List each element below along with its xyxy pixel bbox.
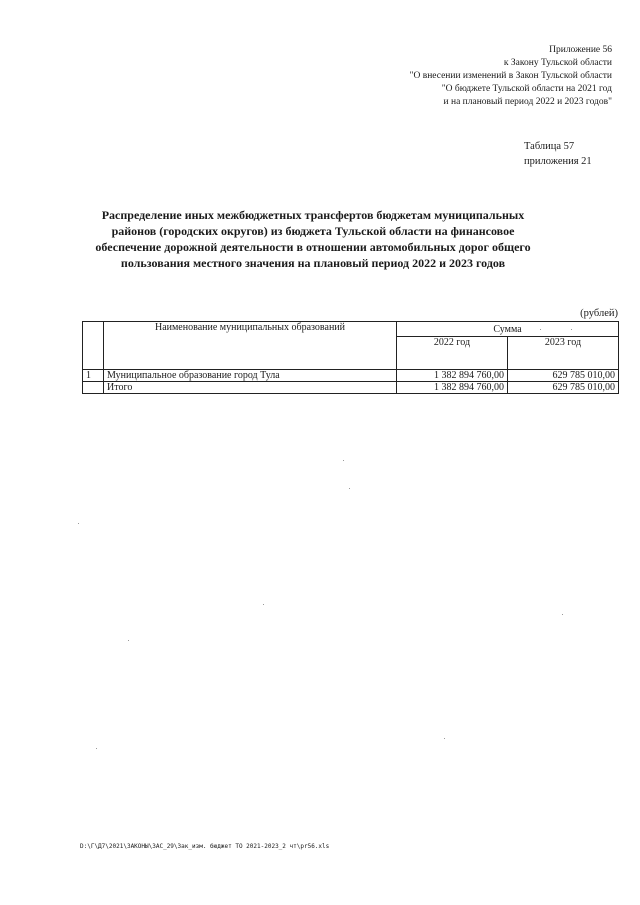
row-number	[83, 382, 104, 394]
appendix-line: к Закону Тульской области	[503, 58, 612, 68]
scan-speck	[96, 748, 97, 749]
appendix-line: и на плановый период 2022 и 2023 годов"	[443, 97, 612, 107]
scan-speck	[78, 523, 79, 524]
units-label: (рублей)	[580, 308, 618, 319]
appendix-line: "О внесении изменений в Закон Тульской области	[409, 71, 612, 81]
total-amount-2023: 629 785 010,00	[508, 382, 619, 394]
header-sum: Сумма	[397, 322, 619, 337]
row-amount-2022: 1 382 894 760,00	[397, 370, 508, 382]
header-year-2022: 2022 год	[397, 337, 508, 370]
header-year-2023: 2023 год	[508, 337, 619, 370]
scan-speck	[562, 614, 563, 615]
document-title: Распределение иных межбюджетных трансфертов бюджетам муниципальных районов (городских округов) из бюджета Тульской области на финансовое обеспечение дорожной деятельности в отношении автомобильных дорог общего пользования местного значения на плановый период 2022 и 2023 годов	[95, 208, 531, 270]
scan-speck	[343, 460, 344, 461]
total-amount-2022: 1 382 894 760,00	[397, 382, 508, 394]
row-name: Итого	[104, 382, 397, 394]
row-amount-2023: 629 785 010,00	[508, 370, 619, 382]
appendix-line: "О бюджете Тульской области на 2021 год	[441, 84, 612, 94]
header-name: Наименование муниципальных образований	[104, 322, 397, 370]
row-name: Муниципальное образование город Тула	[104, 370, 397, 382]
scan-speck	[349, 488, 350, 489]
scan-speck	[571, 329, 572, 330]
table-reference	[524, 139, 592, 169]
table-row	[83, 370, 619, 382]
appendix-header	[410, 44, 612, 109]
table-header-row	[83, 322, 619, 337]
scan-speck	[128, 640, 129, 641]
file-path-footer: D:\Г\Д7\2021\ЗАКОНЫ\ЗАС_29\Зак_изм. бюджет ТО 2021-2023_2 чт\pr56.xls	[80, 843, 330, 850]
table-total-row	[83, 382, 619, 394]
distribution-table	[82, 321, 619, 394]
appendix-line: Приложение 56	[549, 45, 612, 55]
appendix-number: приложения 21	[524, 156, 592, 167]
scan-speck	[540, 329, 541, 330]
scan-speck	[444, 738, 445, 739]
scan-speck	[263, 604, 264, 605]
row-number: 1	[83, 370, 104, 382]
table-number: Таблица 57	[524, 141, 575, 152]
header-number	[83, 322, 104, 370]
